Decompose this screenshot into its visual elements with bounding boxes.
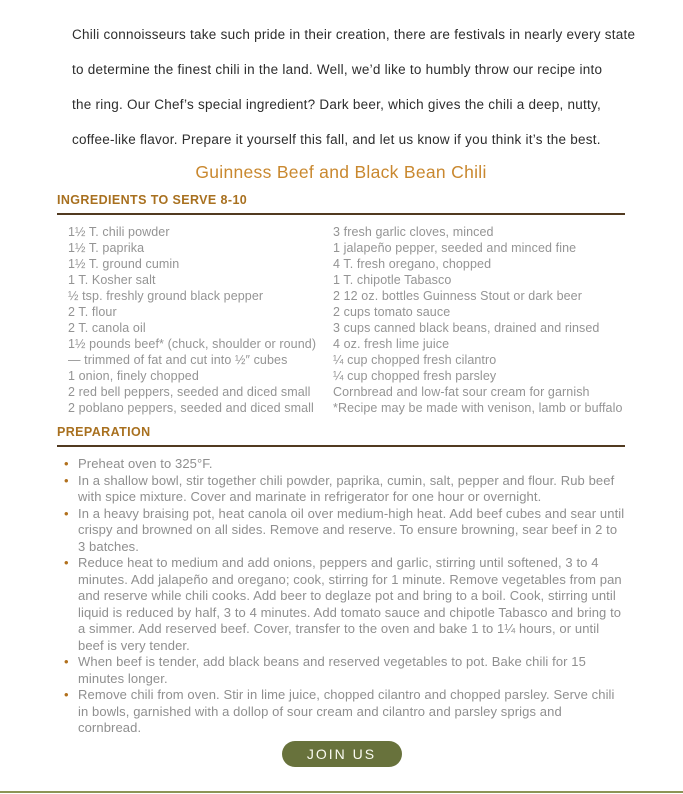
ingredients-header: INGREDIENTS TO SERVE 8-10: [57, 193, 248, 207]
ingredient-item: 3 cups canned black beans, drained and rinsed: [333, 321, 600, 335]
bullet-icon: •: [64, 472, 69, 488]
intro-line: the ring. Our Chef’s special ingredient? Dark beer, which gives the chili a deep, nutty,: [72, 97, 602, 112]
step-text: Remove chili from oven. Stir in lime juice, chopped cilantro and chopped parsley. Serve chili in bowls, garnished with a dollop of sour cream and cilantro and parsley sprigs and cornbread.: [78, 687, 615, 735]
preparation-step: [57, 506, 625, 556]
ingredient-item: 1½ pounds beef* (chuck, shoulder or round): [68, 337, 317, 351]
ingredient-item: 2 12 oz. bottles Guinness Stout or dark beer: [333, 289, 582, 303]
join-us-button[interactable]: JOIN US: [282, 741, 402, 767]
ingredients-divider: [57, 213, 625, 215]
ingredient-item: ¼ cup chopped fresh cilantro: [333, 353, 497, 367]
ingredients-column-left: [68, 224, 333, 416]
bullet-icon: •: [64, 654, 69, 669]
step-text: Preheat oven to 325°F.: [78, 456, 213, 471]
recipe-page: [0, 17, 683, 737]
preparation-header: PREPARATION: [57, 425, 151, 439]
ingredient-item: 1 onion, finely chopped: [68, 369, 199, 383]
preparation-step: [57, 654, 625, 687]
ingredient-item: Cornbread and low-fat sour cream for garnish: [333, 385, 590, 399]
step-text: When beef is tender, add black beans and reserved vegetables to pot. Bake chili for 15 minutes longer.: [78, 654, 586, 686]
preparation-step: [57, 456, 625, 473]
ingredient-item: 1½ T. ground cumin: [68, 257, 180, 271]
step-text: In a shallow bowl, stir together chili powder, paprika, cumin, salt, pepper and flour. Rub beef with spice mixture. Cover and marinate in refrigerator for one hour or overnight.: [78, 472, 615, 504]
ingredient-item: 2 poblano peppers, seeded and diced small: [68, 401, 314, 415]
ingredient-item: 1½ T. paprika: [68, 241, 145, 255]
ingredient-item: *Recipe may be made with venison, lamb or buffalo: [333, 401, 623, 415]
ingredient-item: 2 T. flour: [68, 305, 117, 319]
recipe-title: Guinness Beef and Black Bean Chili: [195, 162, 487, 182]
ingredients-list: [57, 224, 625, 416]
bullet-icon: •: [64, 687, 69, 702]
intro-paragraph: [72, 17, 636, 157]
intro-line: to determine the finest chili in the land. Well, we’d like to humbly throw our recipe into: [72, 62, 603, 77]
bullet-icon: •: [64, 555, 69, 570]
preparation-step: [57, 555, 625, 654]
ingredient-item: 1 T. chipotle Tabasco: [333, 273, 452, 287]
preparation-divider: [57, 445, 625, 447]
ingredient-item: 1 jalapeño pepper, seeded and minced fine: [333, 241, 577, 255]
ingredient-item: 4 T. fresh oregano, chopped: [333, 257, 492, 271]
bullet-icon: •: [64, 456, 69, 471]
ingredient-item: 4 oz. fresh lime juice: [333, 337, 450, 351]
preparation-step: [57, 687, 625, 737]
ingredient-item: — trimmed of fat and cut into ½″ cubes: [68, 353, 288, 367]
preparation-steps: [57, 456, 625, 737]
preparation-step: [57, 473, 625, 506]
ingredient-item: 1½ T. chili powder: [68, 225, 170, 239]
ingredient-item: 3 fresh garlic cloves, minced: [333, 225, 494, 239]
ingredient-item: 1 T. Kosher salt: [68, 273, 156, 287]
footer-divider: [0, 791, 683, 793]
ingredient-item: ½ tsp. freshly ground black pepper: [68, 289, 264, 303]
ingredient-item: 2 red bell peppers, seeded and diced small: [68, 385, 311, 399]
intro-line: coffee-like flavor. Prepare it yourself this fall, and let us know if you think it’s the best.: [72, 132, 601, 147]
ingredient-item: ¼ cup chopped fresh parsley: [333, 369, 497, 383]
bullet-icon: •: [64, 505, 69, 521]
ingredient-item: 2 cups tomato sauce: [333, 305, 451, 319]
step-text: Reduce heat to medium and add onions, peppers and garlic, stirring until softened, 3 to 4 minutes. Add jalapeño and oregano; cook, stirring for 1 minute. Remove vegetables from pan and reserve while chili cooks. Add beer to deglaze pot and bring to a boil. Cook, stirring until liquid is reduced by half, 3 to 4 minutes. Add tomato sauce and chipotle Tabasco and bring to a simmer. Add reserved beef. Cover, transfer to the oven and bake 1 to 1¼ hours, or until beef is very tender.: [78, 555, 622, 653]
intro-line: Chili connoisseurs take such pride in their creation, there are festivals in nearly every state: [72, 27, 636, 42]
step-text: In a heavy braising pot, heat canola oil over medium-high heat. Add beef cubes and sear until crispy and browned on all sides. Remove and reserve. To ensure browning, sear beef in 2 to 3 batches.: [78, 505, 625, 554]
ingredients-column-right: [333, 224, 625, 416]
ingredient-item: 2 T. canola oil: [68, 321, 146, 335]
